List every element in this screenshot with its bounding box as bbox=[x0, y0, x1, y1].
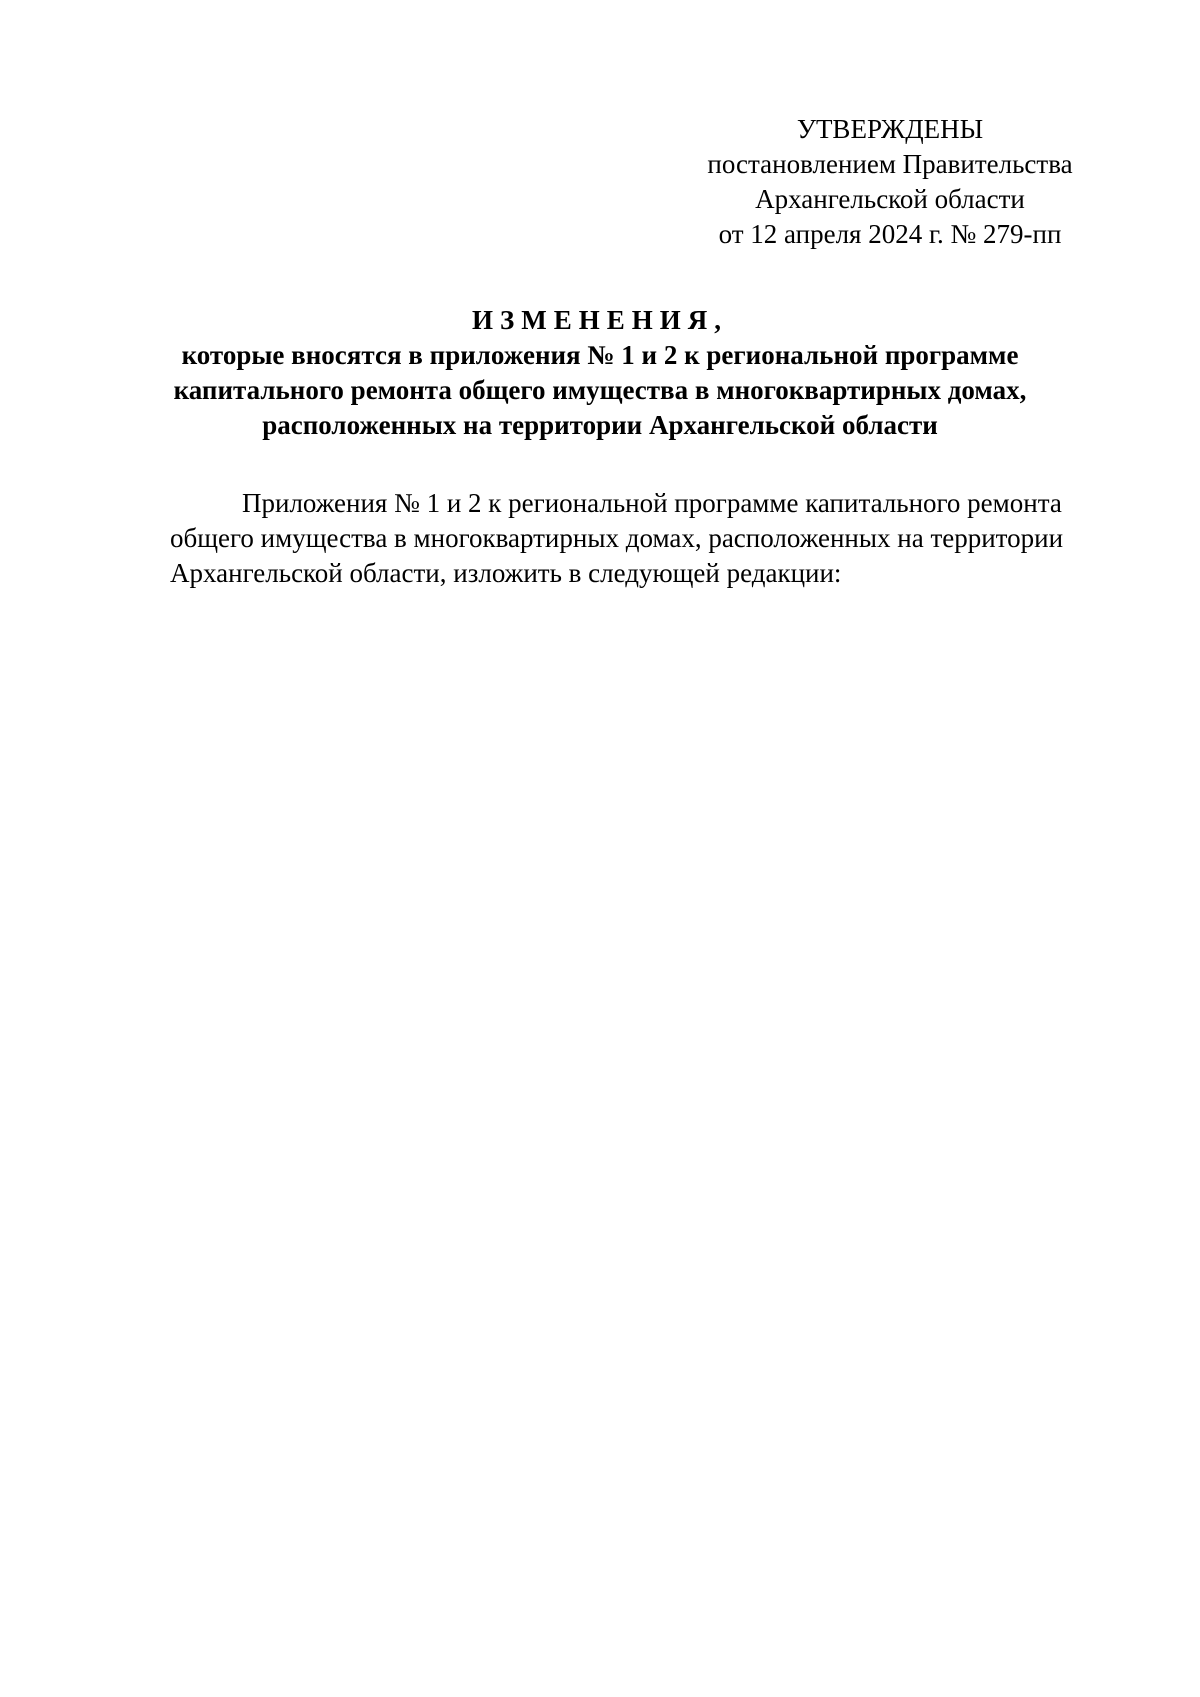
title-line-2: капитального ремонта общего имущества в многоквартирных домах, bbox=[173, 375, 1027, 405]
approval-line-3: Архангельской области bbox=[755, 184, 1025, 214]
document-title bbox=[150, 303, 1050, 443]
body-line-2: общего имущества в многоквартирных домах, расположенных на территории bbox=[170, 523, 1064, 553]
body-paragraph bbox=[170, 486, 1130, 591]
body-line-3: Архангельской области, изложить в следующей редакции: bbox=[170, 558, 842, 588]
body-line-1: Приложения № 1 и 2 к региональной программе капитального ремонта bbox=[242, 488, 1062, 518]
title-heading: ИЗМЕНЕНИЯ, bbox=[471, 305, 728, 335]
title-line-3: расположенных на территории Архангельской области bbox=[262, 410, 938, 440]
approval-stamp bbox=[660, 112, 1120, 252]
approval-line-4: от 12 апреля 2024 г. № 279-пп bbox=[718, 219, 1062, 249]
title-line-1: которые вносятся в приложения № 1 и 2 к региональной программе bbox=[181, 340, 1019, 370]
approval-line-1: УТВЕРЖДЕНЫ bbox=[796, 114, 984, 144]
approval-line-2: постановлением Правительства bbox=[707, 149, 1073, 179]
